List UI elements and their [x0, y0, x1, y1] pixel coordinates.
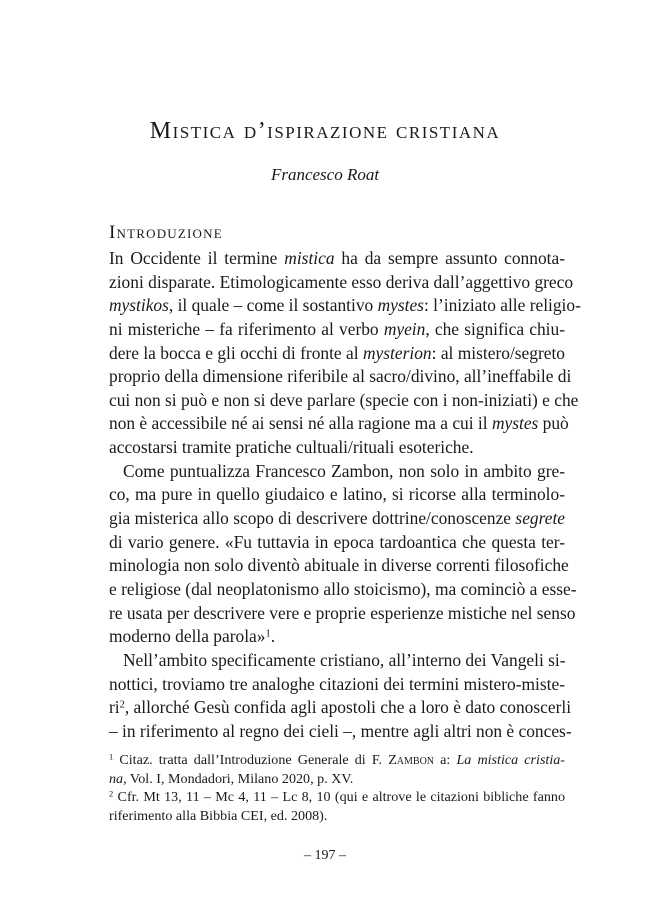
text-run: co, ma pure in quello giudaico e latino, si ricorse alla terminolo- [109, 484, 565, 505]
section-heading: Introduzione [109, 222, 223, 243]
text-run: Nell’ambito specificamente cristiano, all’interno dei Vangeli si- [123, 649, 566, 670]
text-run: e religiose (dal neoplatonismo allo stoicismo), ma cominciò a esse- [109, 578, 577, 599]
italic-term: mystes [491, 413, 539, 434]
text-run: moderno della parola» [109, 626, 266, 647]
text-run: gia misterica allo scopo di descrivere dottrine/conoscenze [109, 508, 516, 529]
text-run: cui non si può e non si deve parlare (specie con i non-iniziati) e che [109, 389, 579, 410]
text-run: ri [109, 697, 120, 718]
footnote-line [109, 807, 565, 826]
text-run: riferimento alla Bibbia CEI, ed. 2008). [109, 807, 328, 824]
italic-term: na [109, 770, 124, 787]
text-run: . [270, 626, 276, 647]
footnote-marker: 1 [265, 628, 271, 640]
body-line [109, 460, 565, 484]
footnotes [109, 751, 565, 825]
footnote-line [109, 770, 565, 789]
body-line [109, 578, 577, 602]
text-run: – in riferimento al regno dei cieli –, mentre agli altri non è conces- [109, 720, 572, 741]
footnote-marker: 2 [109, 788, 114, 799]
body-line [109, 294, 581, 318]
italic-term: La mistica cristia- [456, 752, 566, 768]
text-run: Citaz. tratta dall’Introduzione Generale di F. [113, 752, 389, 768]
text-run: ha da sempre assunto connota- [334, 248, 565, 268]
footnote-marker: 1 [109, 751, 114, 762]
body-line [109, 720, 572, 744]
body-line [109, 696, 572, 720]
text-run: , il quale – come il sostantivo [168, 295, 378, 316]
text-run: ni misteriche – fa riferimento al verbo [109, 318, 384, 339]
italic-term: mystes [377, 295, 424, 316]
body-line [109, 365, 572, 389]
author-name: Francesco Roat [270, 165, 380, 184]
body-line [109, 507, 565, 531]
body-line [109, 412, 569, 436]
italic-term: myein [383, 318, 426, 339]
body-line [109, 389, 579, 413]
page-number: – 197 – [304, 848, 346, 863]
text-run: In Occidente il termine [109, 248, 285, 268]
footnote-line [109, 788, 565, 807]
body-line [109, 436, 565, 460]
text-run: : l’iniziato alle religio- [423, 295, 581, 316]
text-run: a: [434, 752, 457, 768]
body-line [109, 554, 569, 578]
text-run: Come puntualizza Francesco Zambon, non solo in ambito gre- [123, 460, 565, 481]
footnote-marker: 2 [119, 699, 125, 711]
footnote-line [109, 751, 565, 770]
text-run: dere la bocca e gli occhi di fronte al [109, 342, 363, 363]
small-caps-name: Zambon [388, 752, 435, 768]
italic-term: segrete [515, 508, 565, 529]
text-run: minologia non solo diventò abituale in diverse correnti filosofiche [109, 555, 569, 576]
text-run: zioni disparate. Etimologicamente esso deriva dall’aggettivo greco [109, 271, 574, 292]
body-line [109, 483, 565, 507]
text-run: non è accessibile né ai sensi né alla ragione ma a cui il [109, 413, 492, 434]
body-line [109, 625, 565, 649]
text-run: re usata per descrivere vere e proprie esperienze mistiche nel senso [109, 602, 576, 623]
italic-term: mystikos [109, 295, 169, 316]
text-run: proprio della dimensione riferibile al sacro/divino, all’ineffabile di [109, 366, 572, 387]
chapter-title: Mistica d’ispirazione cristiana [149, 118, 501, 144]
text-run: nottici, troviamo tre analoghe citazioni dei termini mistero-miste- [109, 673, 565, 694]
body-line [109, 602, 576, 626]
body-line [109, 342, 565, 366]
text-run: , che significa chiu- [425, 318, 565, 339]
text-run: Cfr. Mt 13, 11 – Mc 4, 11 – Lc 8, 10 (qui e altrove le citazioni bibliche fanno [113, 789, 565, 805]
body-line [109, 649, 565, 673]
text-run: , Vol. I, Mondadori, Milano 2020, p. XV. [123, 770, 354, 787]
text-run: , allorché Gesù confida agli apostoli che a loro è dato conoscerli [124, 697, 572, 718]
body-text [109, 247, 581, 743]
body-line [109, 531, 565, 555]
body-line [109, 318, 565, 342]
body-line [109, 673, 565, 697]
text-run: di vario genere. «Fu tuttavia in epoca tardoantica che questa ter- [109, 531, 565, 552]
text-run: accostarsi tramite pratiche cultuali/rituali esoteriche. [109, 437, 474, 458]
text-run: : al mistero/segreto [431, 342, 565, 363]
italic-term: mistica [284, 248, 335, 268]
body-line [109, 271, 574, 295]
text-run: può [538, 413, 569, 434]
italic-term: mysterion [363, 342, 432, 363]
body-line [109, 247, 565, 271]
